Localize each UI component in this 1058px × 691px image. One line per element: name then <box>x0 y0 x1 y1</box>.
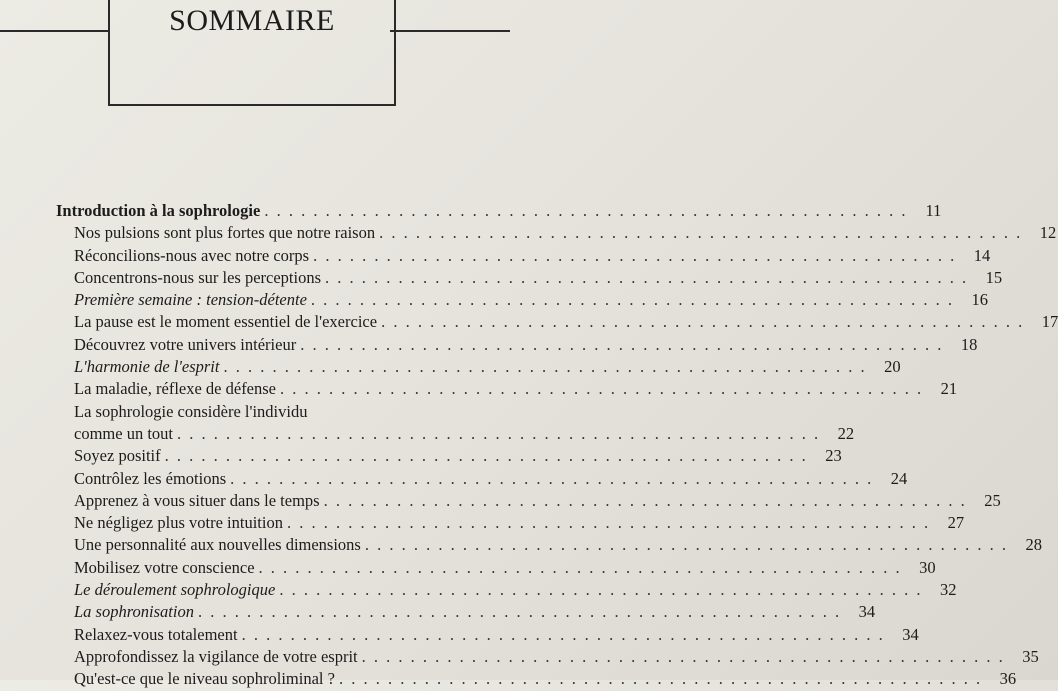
toc-entry-label: Une personnalité aux nouvelles dimensions <box>74 535 361 555</box>
toc-entry <box>56 512 965 534</box>
toc-entry <box>56 445 842 467</box>
toc-leader-dots <box>275 579 926 601</box>
toc-leader-dots <box>335 668 986 690</box>
toc-entry <box>56 601 876 623</box>
toc-entry <box>56 557 936 579</box>
toc-leader-dots <box>219 356 870 378</box>
title-rule-right <box>390 30 510 32</box>
toc-entry-page: 30 <box>919 557 936 577</box>
toc-entry-page: 20 <box>884 357 901 377</box>
toc-entry-label: La sophronisation <box>74 602 194 622</box>
toc-leader-dots <box>358 646 1009 668</box>
title-rule-left <box>0 30 110 32</box>
toc-entry-label: Apprenez à vous situer dans le temps <box>74 490 320 510</box>
toc-entry-label: Contrôlez les émotions <box>74 468 227 488</box>
toc-entry <box>56 579 957 601</box>
toc-entry <box>56 222 1057 244</box>
toc-entry <box>56 624 919 646</box>
toc-entry-label: Le déroulement sophrologique <box>74 580 276 600</box>
toc-entry <box>56 245 991 267</box>
toc-entry-page: 23 <box>825 446 842 466</box>
toc-leader-dots <box>283 512 934 534</box>
toc-leader-dots <box>255 557 906 579</box>
toc-entry-label: Nos pulsions sont plus fortes que notre raison <box>74 223 376 243</box>
toc-entry-label: L'harmonie de l'esprit <box>74 357 220 377</box>
toc-entry-page: 22 <box>837 423 855 443</box>
toc-leader-dots <box>307 289 958 311</box>
toc-leader-dots <box>296 334 947 356</box>
toc-entry <box>56 423 855 445</box>
toc-entry <box>56 668 1017 690</box>
toc-entry-label: Relaxez-vous totalement <box>74 624 238 644</box>
toc-entry-page: 21 <box>940 379 958 399</box>
toc-entry <box>56 468 908 490</box>
toc-entry-page: 11 <box>925 201 942 220</box>
toc-entry-label: Découvrez votre univers intérieur <box>74 334 297 354</box>
toc-entry-label: Soyez positif <box>74 446 161 466</box>
toc-leader-dots <box>321 267 972 289</box>
toc-entry-page: 34 <box>858 602 876 622</box>
toc-entry-label: Ne négligez plus votre intuition <box>74 513 283 533</box>
toc-entry <box>56 401 462 423</box>
toc-entry-page: 25 <box>984 490 1001 510</box>
toc-entry <box>56 289 989 311</box>
toc-leader-dots <box>276 378 927 400</box>
toc-entry-page: 15 <box>985 267 1003 287</box>
toc-entry-label: Introduction à la sophrologie <box>56 201 261 220</box>
toc-entry <box>56 356 901 378</box>
toc-entry-page: 18 <box>960 334 978 354</box>
toc-entry-page: 34 <box>902 624 919 644</box>
toc-entry <box>56 200 942 222</box>
toc-entry-label: Première semaine : tension-détente <box>74 290 307 310</box>
toc-entry-label: comme un tout <box>74 423 173 443</box>
toc-entry-page: 32 <box>939 580 957 600</box>
toc-entry-page: 16 <box>971 290 989 310</box>
toc-leader-dots <box>260 200 911 222</box>
toc-entry <box>56 334 978 356</box>
toc-entry-label: Mobilisez votre conscience <box>74 557 255 577</box>
toc-leader-dots <box>320 490 971 512</box>
toc-entry-label: Concentrons-nous sur les perceptions <box>74 267 321 287</box>
toc-leader-dots <box>226 468 877 490</box>
toc-entry-page: 14 <box>973 245 991 265</box>
toc-entry-page: 36 <box>999 669 1017 689</box>
toc-entry-page: 12 <box>1039 223 1057 243</box>
toc-entry-label: La maladie, réflexe de défense <box>74 379 277 399</box>
toc-entry-page: 28 <box>1025 535 1042 555</box>
toc-entry <box>56 534 1042 556</box>
toc-entry <box>56 646 1039 668</box>
toc-leader-dots <box>309 245 960 267</box>
toc-leader-dots <box>161 445 812 467</box>
toc-entry-label: Qu'est-ce que le niveau sophroliminal ? <box>74 669 335 689</box>
toc-leader-dots <box>238 624 889 646</box>
toc-entry <box>56 490 1001 512</box>
toc-entry-label: La sophrologie considère l'individu <box>74 401 308 421</box>
page-title: SOMMAIRE <box>169 4 335 37</box>
toc-leader-dots <box>375 222 1026 244</box>
toc-leader-dots <box>377 311 1028 333</box>
toc-entry-page: 35 <box>1022 646 1039 666</box>
toc-entry-label: Approfondissez la vigilance de votre esprit <box>74 646 358 666</box>
toc-entry <box>56 311 1058 333</box>
toc-leader-dots <box>361 534 1012 556</box>
toc-entry-label: Réconcilions-nous avec notre corps <box>74 245 310 265</box>
toc-entry <box>56 378 958 400</box>
toc-entry <box>56 267 1003 289</box>
toc-entry-page: 24 <box>890 468 908 488</box>
toc-entry-page: 27 <box>947 513 965 533</box>
toc-entry-page: 17 <box>1041 312 1058 332</box>
table-of-contents <box>56 200 1058 691</box>
toc-entry-label: La pause est le moment essentiel de l'exercice <box>74 312 378 332</box>
toc-leader-dots <box>173 423 824 445</box>
toc-leader-dots <box>194 601 845 623</box>
